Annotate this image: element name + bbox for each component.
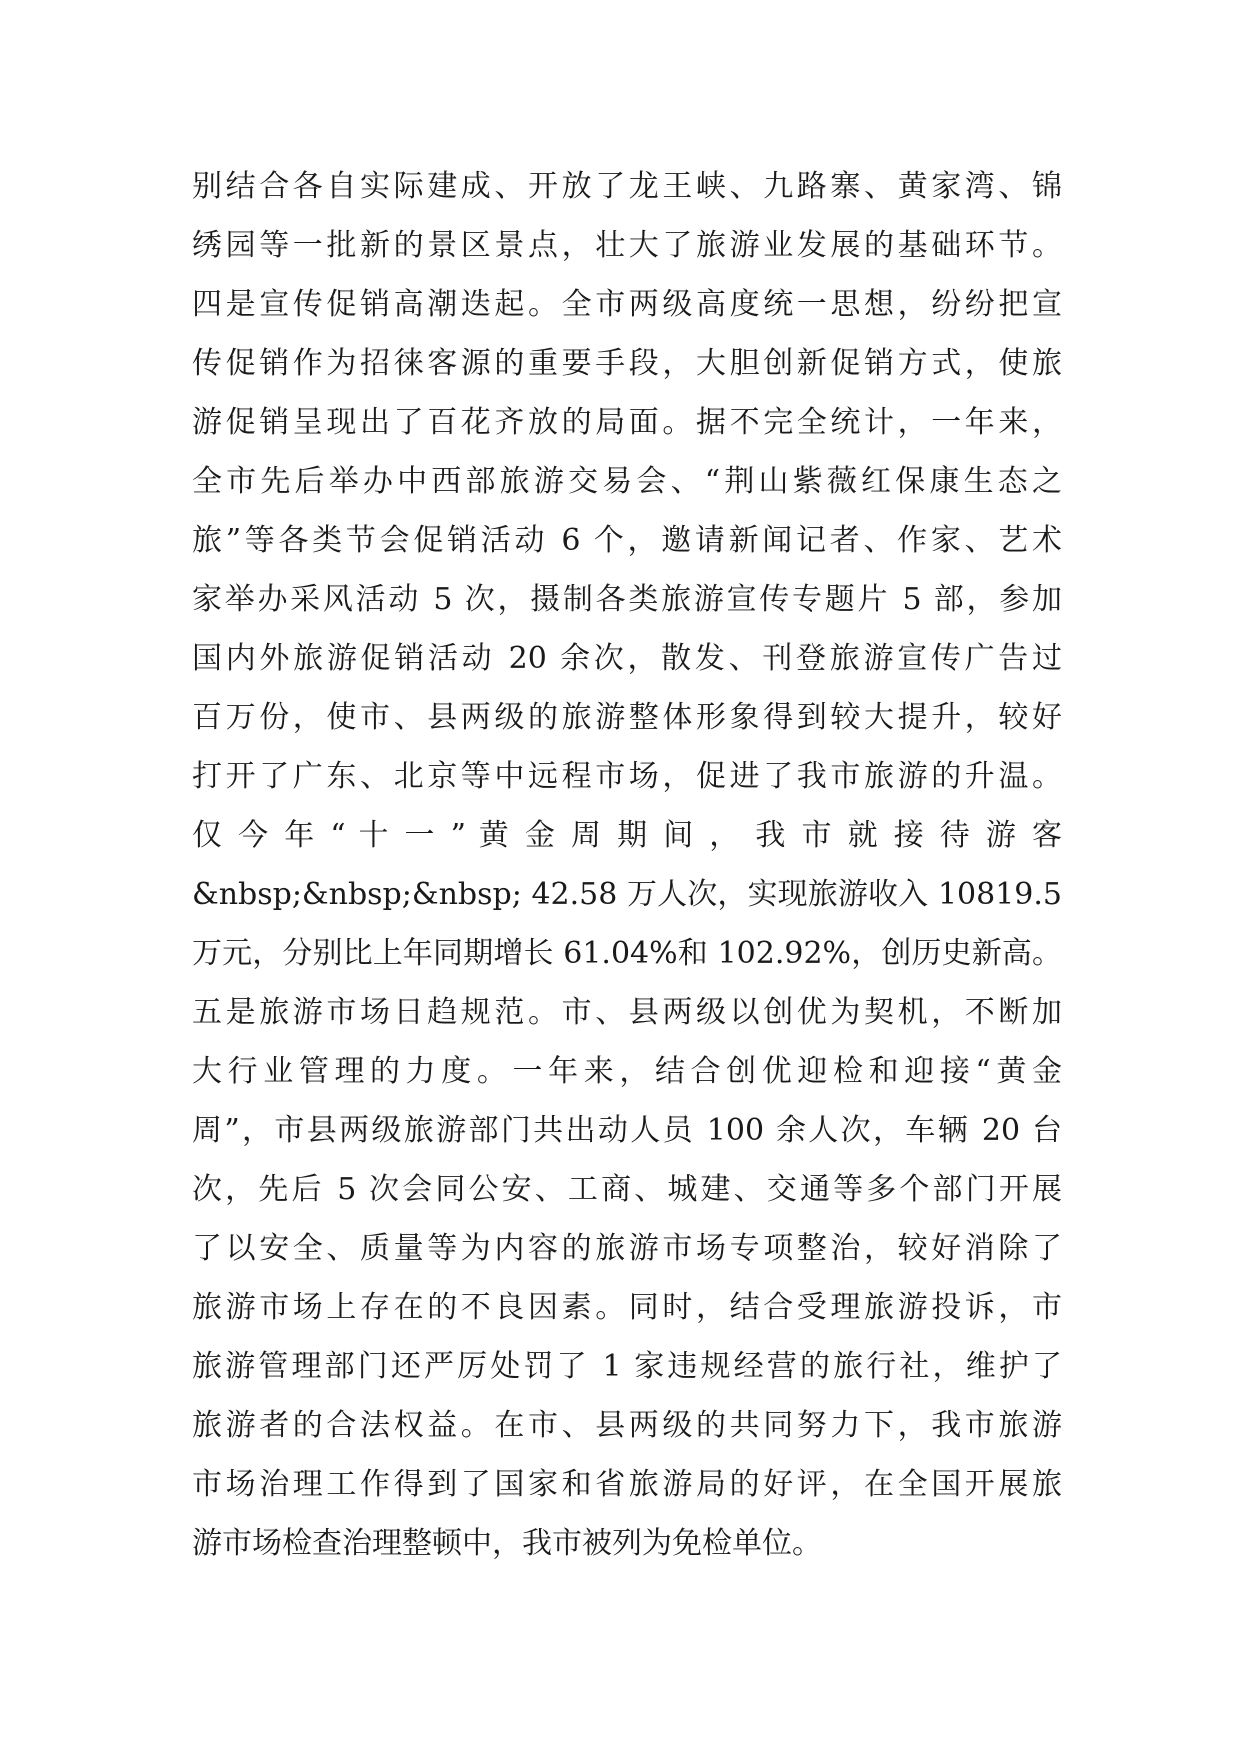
text-line: 仅 今 年 “ 十 一 ” 黄 金 周 期 间 ， 我 市 就 接 待 游 客 bbox=[192, 818, 1062, 853]
text-line: &nbsp;&nbsp;&nbsp; 42.58 万人次，实现旅游收入 10819.5 bbox=[192, 877, 1062, 912]
text-line: 旅”等各类节会促销活动 6 个，邀请新闻记者、作家、艺术 bbox=[192, 523, 1062, 558]
text-line: 四是宣传促销高潮迭起。全市两级高度统一思想，纷纷把宣 bbox=[192, 287, 1062, 322]
text-line: 游市场检查治理整顿中，我市被列为免检单位。 bbox=[192, 1526, 822, 1561]
text-line: 别结合各自实际建成、开放了龙王峡、九路寨、黄家湾、锦 bbox=[192, 169, 1062, 204]
text-line: 了以安全、质量等为内容的旅游市场专项整治，较好消除了 bbox=[192, 1231, 1062, 1266]
text-line: 游促销呈现出了百花齐放的局面。据不完全统计，一年来， bbox=[192, 405, 1062, 440]
text-line: 次，先后 5 次会同公安、工商、城建、交通等多个部门开展 bbox=[192, 1172, 1062, 1207]
text-line: 国内外旅游促销活动 20 余次，散发、刊登旅游宣传广告过 bbox=[192, 641, 1062, 676]
text-line: 旅游管理部门还严厉处罚了 1 家违规经营的旅行社，维护了 bbox=[192, 1349, 1062, 1384]
text-line: 旅游者的合法权益。在市、县两级的共同努力下，我市旅游 bbox=[192, 1408, 1062, 1443]
text-line: 市场治理工作得到了国家和省旅游局的好评，在全国开展旅 bbox=[192, 1467, 1062, 1502]
text-line: 万元，分别比上年同期增长 61.04%和 102.92%，创历史新高。 bbox=[192, 936, 1062, 971]
body-text bbox=[192, 157, 1062, 1573]
text-line: 打开了广东、北京等中远程市场，促进了我市旅游的升温。 bbox=[192, 759, 1062, 794]
text-line: 家举办采风活动 5 次，摄制各类旅游宣传专题片 5 部，参加 bbox=[192, 582, 1062, 617]
text-line: 五是旅游市场日趋规范。市、县两级以创优为契机，不断加 bbox=[192, 995, 1062, 1030]
text-line: 传促销作为招徕客源的重要手段，大胆创新促销方式，使旅 bbox=[192, 346, 1062, 381]
text-line: 百万份，使市、县两级的旅游整体形象得到较大提升，较好 bbox=[192, 700, 1062, 735]
text-line: 旅游市场上存在的不良因素。同时，结合受理旅游投诉，市 bbox=[192, 1290, 1062, 1325]
text-line: 周”，市县两级旅游部门共出动人员 100 余人次，车辆 20 台 bbox=[192, 1113, 1062, 1148]
text-line: 大行业管理的力度。一年来，结合创优迎检和迎接“黄金 bbox=[192, 1054, 1062, 1089]
text-line: 绣园等一批新的景区景点，壮大了旅游业发展的基础环节。 bbox=[192, 228, 1062, 263]
text-line: 全市先后举办中西部旅游交易会、“荆山紫薇红保康生态之 bbox=[192, 464, 1062, 499]
